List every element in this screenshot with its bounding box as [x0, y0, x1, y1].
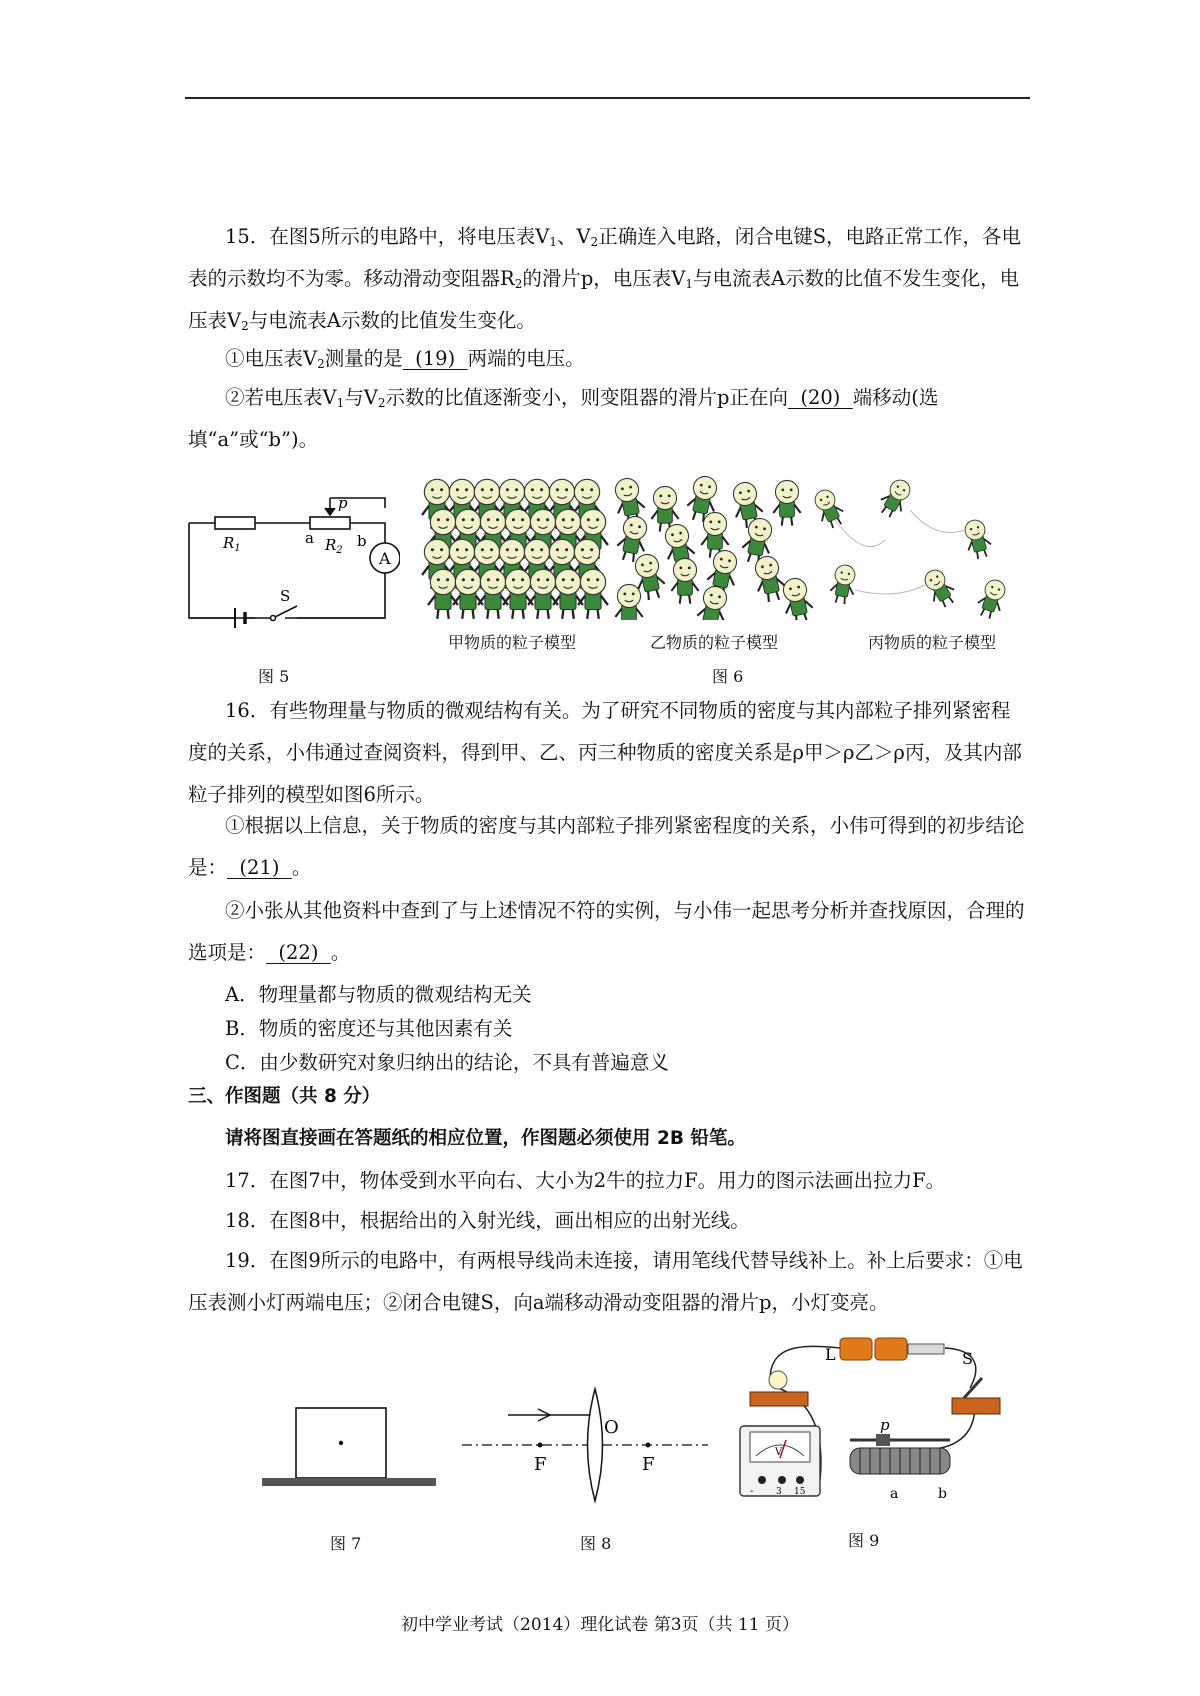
q16-part2: ②小张从其他资料中查到了与上述情况不符的实例，与小伟一起思考分析并查找原因，合理的选项是： (22) 。 — [188, 899, 1025, 964]
particle-figure — [528, 569, 558, 618]
section-3-title: 三、作图题（共 8 分） — [188, 1086, 381, 1107]
figure-9-caption: 图 9 — [848, 1531, 880, 1550]
lens-center-label: O — [604, 1417, 619, 1438]
header-rule — [185, 97, 1030, 99]
q15-part1: ①电压表$V_2$测量的是 (19) 两端的电压。 — [225, 347, 585, 371]
figure-9-circuit-photo — [720, 1330, 1020, 1510]
particle-figure — [779, 576, 815, 620]
answer-blank-21[interactable]: (21) — [227, 856, 292, 879]
focus-left-label: F — [534, 1454, 547, 1475]
q19: 19．在图9所示的电路中，有两根导线尚未连接，请用笔线代替导线补上。补上后要求：①电压表测小灯两端电压；②闭合电键S，向a端移动滑动变阻器的滑片p，小灯变亮。 — [188, 1249, 1023, 1314]
figure-6-particle-models — [415, 470, 1015, 620]
particle-figure — [875, 476, 915, 521]
particle-model-yi — [611, 474, 815, 620]
particle-figure — [453, 569, 483, 618]
particle-figure — [695, 584, 731, 620]
caption-yi: 乙物质的粒子模型 — [650, 633, 779, 652]
particle-figure — [810, 486, 848, 531]
particle-figure — [961, 517, 994, 560]
r1-label: $R_1$ — [223, 534, 241, 554]
q17: 17．在图7中，物体受到水平向右、大小为2牛的拉力F。用力的图示法画出拉力F。 — [225, 1169, 946, 1192]
q15-paragraph: 15．在图5所示的电路中，将电压表$V_1$、$V_2$正确连入电路，闭合电键S，电路正常工作，各电表的示数均不为零。移动滑动变阻器$R_2$的滑片p，电压表$V_1$与电流表A示数的比值不发生变化，电压表$V_2$与电流表A示数的比值发生变化。 — [188, 225, 1022, 333]
terminal-b-label: b — [938, 1486, 947, 1502]
focus-right-label: F — [642, 1454, 655, 1475]
r2-label: $R_2$ — [325, 536, 343, 556]
q16-paragraph: 16．有些物理量与物质的微观结构有关。为了研究不同物质的密度与其内部粒子排列紧密程度的关系，小伟通过查阅资料，得到甲、乙、丙三种物质的密度关系是ρ甲＞ρ乙＞ρ丙，及其内部粒子排列的模型如图6所示。 — [188, 699, 1022, 806]
page-footer: 初中学业考试（2014）理化试卷 第3页（共 11 页） — [401, 1615, 799, 1635]
particle-figure — [615, 584, 642, 620]
option-b: B．物质的密度还与其他因素有关 — [225, 1017, 513, 1040]
caption-jia: 甲物质的粒子模型 — [448, 633, 577, 652]
voltmeter-v-label: V — [775, 1447, 783, 1458]
motion-trails — [835, 510, 965, 594]
terminal-a-label: a — [890, 1486, 899, 1502]
particle-figure — [974, 577, 1009, 620]
figure-6-caption: 图 6 — [712, 667, 744, 686]
particle-figure — [478, 569, 508, 618]
slider-p-label: p — [338, 494, 348, 512]
answer-blank-22[interactable]: (22) — [266, 941, 331, 964]
particle-figure — [671, 558, 698, 603]
lamp-label: L — [825, 1345, 836, 1364]
figure-7-block — [260, 1400, 440, 1490]
figure-7-caption: 图 7 — [330, 1534, 362, 1553]
slider-p-label: p — [880, 1416, 890, 1434]
figure-8-lens — [460, 1385, 710, 1505]
figure-5-circuit — [185, 488, 400, 638]
voltmeter-3-terminal: 3 — [776, 1487, 782, 1497]
terminal-b-label: b — [357, 532, 367, 550]
switch-label: S — [962, 1349, 973, 1368]
option-c: C．由少数研究对象归纳出的结论，不具有普遍意义 — [225, 1051, 669, 1074]
particle-figure — [553, 569, 583, 618]
terminal-a-label: a — [305, 529, 314, 547]
voltmeter-15-terminal: 15 — [794, 1487, 806, 1497]
ammeter-label: A — [379, 549, 391, 568]
answer-blank-20[interactable]: (20) — [787, 386, 853, 409]
q15-part2: ②若电压表$V_1$与$V_2$示数的比值逐渐变小，则变阻器的滑片p正在向 (20) 端移动(选填“a”或“b”)。 — [188, 386, 939, 451]
switch-label: S — [280, 587, 291, 605]
particle-figure — [773, 480, 800, 525]
particle-figure — [920, 566, 960, 611]
particle-model-jia — [422, 479, 608, 618]
option-a: A．物理量都与物质的微观结构无关 — [225, 983, 532, 1006]
particle-model-bing — [810, 476, 1009, 620]
particle-figure — [428, 569, 458, 618]
answer-blank-19[interactable]: (19) — [402, 347, 468, 370]
particle-figure — [578, 569, 608, 618]
q16-part1: ①根据以上信息，关于物质的密度与其内部粒子排列紧密程度的关系，小伟可得到的初步结论是： (21) 。 — [188, 814, 1025, 879]
figure-5-caption: 图 5 — [258, 667, 290, 686]
figure-8-caption: 图 8 — [580, 1534, 612, 1553]
particle-figure — [828, 563, 858, 605]
particle-figure — [751, 554, 787, 604]
caption-bing: 丙物质的粒子模型 — [868, 633, 997, 652]
voltmeter-minus-terminal: - — [750, 1486, 754, 1497]
q18: 18．在图8中，根据给出的入射光线，画出相应的出射光线。 — [225, 1209, 750, 1232]
particle-figure — [503, 569, 533, 618]
section-3-note: 请将图直接画在答题纸的相应位置，作图题必须使用 2B 铅笔。 — [225, 1128, 746, 1149]
